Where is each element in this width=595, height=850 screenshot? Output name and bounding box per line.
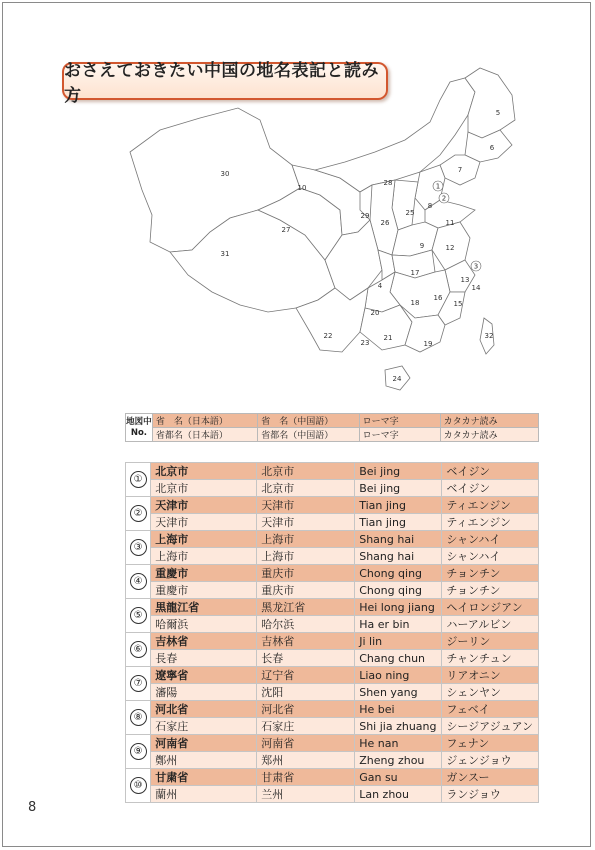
legend-cell: 省都名（日本語） bbox=[152, 428, 257, 442]
capital-name-cn: 沈阳 bbox=[257, 684, 355, 701]
capital-name-jp: 瀋陽 bbox=[151, 684, 257, 701]
capital-name-jp: 石家庄 bbox=[151, 718, 257, 735]
page-title-text: おさえておきたい中国の地名表記と読み方 bbox=[64, 61, 379, 106]
capital-name-jp: 長春 bbox=[151, 650, 257, 667]
capital-name-jp: 上海市 bbox=[151, 548, 257, 565]
map-label: 32 bbox=[484, 332, 494, 340]
capital-row bbox=[126, 718, 539, 735]
capital-romaji: Lan zhou bbox=[355, 786, 442, 803]
capital-katakana: ランジョウ bbox=[442, 786, 539, 803]
province-row bbox=[126, 463, 539, 480]
map-label: 21 bbox=[383, 334, 393, 342]
legend-no-header-line2: No. bbox=[130, 427, 148, 438]
province-romaji: Hei long jiang bbox=[355, 599, 442, 616]
capital-romaji: Tian jing bbox=[355, 514, 442, 531]
legend-no-header-line1: 地図中 bbox=[126, 416, 152, 427]
capital-row bbox=[126, 548, 539, 565]
map-label: 27 bbox=[281, 226, 291, 234]
map-label: 16 bbox=[433, 294, 443, 302]
legend-cell: ローマ字 bbox=[359, 414, 440, 428]
map-number-cell bbox=[126, 497, 151, 531]
capital-katakana: シェンヤン bbox=[442, 684, 539, 701]
map-label: 31 bbox=[220, 250, 230, 258]
province-romaji: Gan su bbox=[355, 769, 442, 786]
capital-name-cn: 郑州 bbox=[257, 752, 355, 769]
map-number-cell bbox=[126, 565, 151, 599]
province-table-body bbox=[126, 463, 539, 803]
map-label: 24 bbox=[392, 375, 402, 383]
map-label: 9 bbox=[419, 242, 425, 250]
map-label: 18 bbox=[410, 299, 420, 307]
province-katakana: シャンハイ bbox=[442, 531, 539, 548]
capital-name-jp: 北京市 bbox=[151, 480, 257, 497]
map-label: 13 bbox=[460, 276, 470, 284]
map-number: ⑩ bbox=[130, 777, 147, 794]
map-label: 7 bbox=[457, 166, 463, 174]
capital-katakana: シージアジュアン bbox=[442, 718, 539, 735]
capital-row bbox=[126, 480, 539, 497]
capital-name-cn: 长春 bbox=[257, 650, 355, 667]
map-number: ③ bbox=[130, 539, 147, 556]
capital-romaji: Ha er bin bbox=[355, 616, 442, 633]
map-label: 8 bbox=[427, 202, 433, 210]
capital-name-cn: 上海市 bbox=[257, 548, 355, 565]
province-name-cn: 重庆市 bbox=[257, 565, 355, 582]
capital-name-cn: 石家庄 bbox=[257, 718, 355, 735]
province-romaji: He bei bbox=[355, 701, 442, 718]
capital-row bbox=[126, 650, 539, 667]
map-region bbox=[465, 130, 512, 162]
map-number: ① bbox=[130, 471, 147, 488]
province-romaji: Chong qing bbox=[355, 565, 442, 582]
province-romaji: Tian jing bbox=[355, 497, 442, 514]
map-number-cell bbox=[126, 599, 151, 633]
map-label: 5 bbox=[495, 109, 501, 117]
province-name-cn: 河北省 bbox=[257, 701, 355, 718]
capital-row bbox=[126, 684, 539, 701]
map-label: 17 bbox=[410, 269, 420, 277]
map-number-cell bbox=[126, 769, 151, 803]
capital-katakana: ベイジン bbox=[442, 480, 539, 497]
capital-row bbox=[126, 786, 539, 803]
province-name-cn: 河南省 bbox=[257, 735, 355, 752]
capital-romaji: Chang chun bbox=[355, 650, 442, 667]
province-row bbox=[126, 599, 539, 616]
province-row bbox=[126, 735, 539, 752]
province-katakana: フェベイ bbox=[442, 701, 539, 718]
capital-name-cn: 北京市 bbox=[257, 480, 355, 497]
capital-romaji: Shi jia zhuang bbox=[355, 718, 442, 735]
province-romaji: Shang hai bbox=[355, 531, 442, 548]
map-label: 12 bbox=[445, 244, 455, 252]
map-label: 22 bbox=[323, 332, 333, 340]
map-number-cell bbox=[126, 667, 151, 701]
map-number: ⑥ bbox=[130, 641, 147, 658]
map-label: 14 bbox=[471, 284, 481, 292]
province-name-jp: 重慶市 bbox=[151, 565, 257, 582]
map-label: 28 bbox=[383, 179, 393, 187]
province-name-cn: 天津市 bbox=[257, 497, 355, 514]
map-number-cell bbox=[126, 735, 151, 769]
province-name-cn: 吉林省 bbox=[257, 633, 355, 650]
map-label: 3 bbox=[473, 262, 479, 271]
legend-cell: 省 名（中国語） bbox=[258, 414, 359, 428]
map-number: ④ bbox=[130, 573, 147, 590]
capital-row bbox=[126, 514, 539, 531]
map-label: 25 bbox=[405, 209, 415, 217]
province-katakana: リアオニン bbox=[442, 667, 539, 684]
map-label: 30 bbox=[220, 170, 230, 178]
map-label: 23 bbox=[360, 339, 370, 347]
map-label: 26 bbox=[380, 219, 390, 227]
capital-katakana: ジェンジョウ bbox=[442, 752, 539, 769]
map-label: 19 bbox=[423, 340, 433, 348]
map-number: ② bbox=[130, 505, 147, 522]
province-romaji: Ji lin bbox=[355, 633, 442, 650]
province-row bbox=[126, 497, 539, 514]
capital-name-cn: 哈尔浜 bbox=[257, 616, 355, 633]
china-map-svg bbox=[120, 60, 520, 400]
capital-romaji: Bei jing bbox=[355, 480, 442, 497]
capital-katakana: チョンチン bbox=[442, 582, 539, 599]
capital-katakana: チャンチュン bbox=[442, 650, 539, 667]
province-row bbox=[126, 633, 539, 650]
legend-no-header bbox=[126, 414, 153, 442]
map-number-cell bbox=[126, 701, 151, 735]
legend-cell: ローマ字 bbox=[359, 428, 440, 442]
map-number-cell bbox=[126, 633, 151, 667]
capital-name-jp: 蘭州 bbox=[151, 786, 257, 803]
map-number: ⑧ bbox=[130, 709, 147, 726]
province-name-jp: 天津市 bbox=[151, 497, 257, 514]
capital-katakana: ティエンジン bbox=[442, 514, 539, 531]
capital-katakana: ハーアルビン bbox=[442, 616, 539, 633]
capital-name-cn: 重庆市 bbox=[257, 582, 355, 599]
map-label: 29 bbox=[360, 212, 370, 220]
province-katakana: フェナン bbox=[442, 735, 539, 752]
map-number-cell bbox=[126, 531, 151, 565]
province-name-cn: 甘肃省 bbox=[257, 769, 355, 786]
province-katakana: ヘイロンジアン bbox=[442, 599, 539, 616]
capital-romaji: Chong qing bbox=[355, 582, 442, 599]
map-label: 10 bbox=[297, 184, 307, 192]
province-name-cn: 北京市 bbox=[257, 463, 355, 480]
legend-row-province bbox=[126, 414, 539, 428]
capital-name-cn: 天津市 bbox=[257, 514, 355, 531]
capital-name-jp: 重慶市 bbox=[151, 582, 257, 599]
map-label: 4 bbox=[377, 282, 383, 290]
capital-name-jp: 天津市 bbox=[151, 514, 257, 531]
province-name-jp: 上海市 bbox=[151, 531, 257, 548]
province-name-jp: 河北省 bbox=[151, 701, 257, 718]
legend-cell: 省 名（日本語） bbox=[152, 414, 257, 428]
capital-row bbox=[126, 582, 539, 599]
capital-romaji: Shen yang bbox=[355, 684, 442, 701]
province-name-jp: 河南省 bbox=[151, 735, 257, 752]
province-name-jp: 吉林省 bbox=[151, 633, 257, 650]
page-number: 8 bbox=[28, 800, 37, 815]
province-romaji: Bei jing bbox=[355, 463, 442, 480]
province-row bbox=[126, 565, 539, 582]
province-name-cn: 辽宁省 bbox=[257, 667, 355, 684]
capital-name-jp: 哈爾浜 bbox=[151, 616, 257, 633]
province-row bbox=[126, 531, 539, 548]
map-label: 1 bbox=[435, 182, 441, 191]
map-label: 2 bbox=[441, 194, 447, 203]
capital-name-cn: 兰州 bbox=[257, 786, 355, 803]
province-name-cn: 黑龙江省 bbox=[257, 599, 355, 616]
province-romaji: Liao ning bbox=[355, 667, 442, 684]
province-row bbox=[126, 769, 539, 786]
legend-cell: 省都名（中国語） bbox=[258, 428, 359, 442]
legend-row-capital bbox=[126, 428, 539, 442]
map-label: 11 bbox=[445, 219, 455, 227]
legend-cell: カタカナ読み bbox=[440, 414, 538, 428]
province-row bbox=[126, 701, 539, 718]
legend-cell: カタカナ読み bbox=[440, 428, 538, 442]
map-number-cell bbox=[126, 463, 151, 497]
map-label: 15 bbox=[453, 300, 463, 308]
capital-row bbox=[126, 616, 539, 633]
province-name-jp: 北京市 bbox=[151, 463, 257, 480]
china-map bbox=[120, 60, 520, 400]
province-name-jp: 甘粛省 bbox=[151, 769, 257, 786]
map-number: ⑦ bbox=[130, 675, 147, 692]
capital-romaji: Zheng zhou bbox=[355, 752, 442, 769]
capital-row bbox=[126, 752, 539, 769]
map-number: ⑤ bbox=[130, 607, 147, 624]
province-name-jp: 黒龍江省 bbox=[151, 599, 257, 616]
legend-table bbox=[125, 413, 539, 442]
map-region bbox=[465, 68, 515, 138]
province-katakana: チョンチン bbox=[442, 565, 539, 582]
province-katakana: ティエンジン bbox=[442, 497, 539, 514]
map-number: ⑨ bbox=[130, 743, 147, 760]
capital-katakana: シャンハイ bbox=[442, 548, 539, 565]
province-romaji: He nan bbox=[355, 735, 442, 752]
province-katakana: ジーリン bbox=[442, 633, 539, 650]
province-katakana: ベイジン bbox=[442, 463, 539, 480]
province-name-jp: 遼寧省 bbox=[151, 667, 257, 684]
capital-romaji: Shang hai bbox=[355, 548, 442, 565]
map-label: 6 bbox=[489, 144, 495, 152]
province-katakana: ガンスー bbox=[442, 769, 539, 786]
province-row bbox=[126, 667, 539, 684]
province-name-cn: 上海市 bbox=[257, 531, 355, 548]
map-label: 20 bbox=[370, 309, 380, 317]
capital-name-jp: 鄭州 bbox=[151, 752, 257, 769]
province-table bbox=[125, 462, 539, 803]
